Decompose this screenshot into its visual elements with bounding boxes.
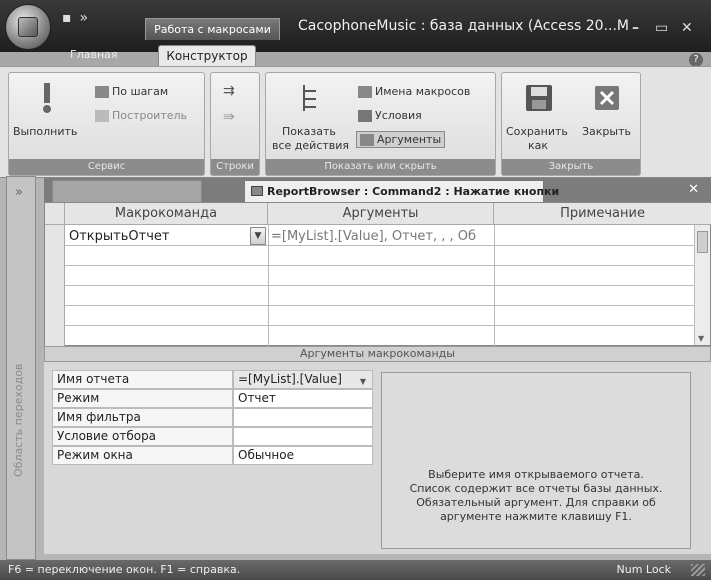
- customize-qat-icon[interactable]: »: [79, 10, 89, 26]
- delete-rows-icon[interactable]: ⇛: [223, 109, 235, 125]
- view-field[interactable]: Отчет: [233, 389, 373, 408]
- argument-label: Режим: [52, 389, 233, 408]
- argument-label: Имя отчета: [52, 370, 233, 389]
- expand-nav-icon[interactable]: »: [15, 185, 23, 200]
- conditions-button[interactable]: Условия: [358, 109, 422, 122]
- argument-help-text: Выберите имя открываемого отчета. Список содержит все отчеты базы данных. Обязательный аргумент. Для справки об аргументе нажмите клавишу F1.: [409, 467, 663, 523]
- builder-button[interactable]: Построитель: [95, 109, 187, 122]
- document-tabs: [44, 178, 711, 202]
- column-header-arguments: Аргументы: [268, 203, 494, 225]
- grid-col-divider: [494, 225, 495, 347]
- save-as-line2[interactable]: как: [528, 139, 549, 152]
- minimize-button[interactable]: –: [632, 20, 639, 36]
- report-name-field[interactable]: =[MyList].[Value] ▼: [233, 370, 373, 389]
- arguments-button[interactable]: Аргументы: [356, 131, 445, 148]
- action-cell[interactable]: ОткрытьОтчет: [69, 229, 170, 244]
- argument-label: Режим окна: [52, 446, 233, 465]
- scrollbar-thumb[interactable]: [697, 231, 708, 253]
- window-title: CacophoneMusic : база данных (Access 20...M: [298, 18, 630, 34]
- show-all-actions-line1[interactable]: Показать: [282, 125, 336, 138]
- arguments-cell[interactable]: =[MyList].[Value], Отчет, , , Об: [271, 229, 477, 244]
- argument-row-where-condition: [52, 427, 374, 446]
- quick-access-toolbar: [62, 10, 88, 26]
- group-close: [501, 72, 641, 176]
- argument-row-report-name: [52, 370, 374, 389]
- argument-row-window-mode: [52, 446, 374, 465]
- arguments-icon: [360, 134, 374, 146]
- tab-design[interactable]: Конструктор: [158, 45, 256, 67]
- grid-vertical-scrollbar[interactable]: [694, 225, 710, 345]
- filter-name-field[interactable]: [233, 408, 373, 427]
- grid-row-divider: [65, 285, 695, 286]
- group-rows-label: Строки: [211, 159, 259, 175]
- save-as-line1[interactable]: Сохранить: [506, 125, 568, 138]
- scroll-down-icon[interactable]: ▼: [698, 334, 705, 343]
- action-arguments-table: [52, 370, 374, 465]
- show-all-actions-line2[interactable]: все действия: [272, 139, 350, 152]
- group-show-hide-label: Показать или скрыть: [266, 159, 495, 175]
- ribbon: [0, 66, 711, 178]
- macro-names-icon: [358, 86, 372, 98]
- window-mode-field[interactable]: Обычное: [233, 446, 373, 465]
- office-button[interactable]: [5, 4, 51, 50]
- argument-help-panel: [381, 372, 691, 549]
- office-logo-icon: [18, 17, 38, 37]
- group-service: [8, 72, 205, 176]
- where-condition-field[interactable]: [233, 427, 373, 446]
- builder-icon: [95, 110, 109, 122]
- row-selector-column[interactable]: [45, 225, 65, 347]
- report-name-dropdown-icon[interactable]: ▼: [359, 377, 367, 386]
- close-button[interactable]: ✕: [681, 20, 693, 36]
- step-icon: [95, 86, 109, 98]
- column-header-comment: Примечание: [494, 203, 711, 225]
- grid-col-divider: [268, 225, 269, 347]
- run-button[interactable]: Выполнить: [13, 125, 78, 138]
- close-macro-button[interactable]: Закрыть: [582, 125, 631, 138]
- grid-row-divider: [65, 265, 695, 266]
- macro-icon: [251, 186, 263, 196]
- group-rows: [210, 72, 260, 176]
- tab-home[interactable]: Главная: [70, 48, 118, 61]
- num-lock-indicator: Num Lock: [616, 563, 671, 576]
- status-hint: F6 = переключение окон. F1 = справка.: [8, 563, 241, 576]
- action-arguments-title: Аргументы макрокоманды: [44, 346, 711, 362]
- grid-row-divider: [65, 245, 695, 246]
- column-header-action: Макрокоманда: [65, 203, 268, 225]
- argument-label: Условие отбора: [52, 427, 233, 446]
- macro-grid: [44, 202, 711, 346]
- save-icon[interactable]: ▪: [62, 10, 72, 26]
- macro-tools-context-tab: Работа с макросами: [145, 18, 280, 40]
- group-show-hide: [265, 72, 496, 176]
- argument-row-view: [52, 389, 374, 408]
- status-bar: [0, 560, 711, 580]
- macro-names-button[interactable]: Имена макросов: [358, 85, 470, 98]
- action-dropdown-icon[interactable]: ▼: [250, 227, 266, 245]
- resize-grip-icon[interactable]: [691, 564, 705, 576]
- argument-label: Имя фильтра: [52, 408, 233, 427]
- save-as-icon: [524, 83, 554, 113]
- document-close-icon[interactable]: ✕: [688, 182, 699, 197]
- navigation-pane[interactable]: [6, 176, 36, 560]
- show-all-actions-icon: [300, 83, 322, 113]
- run-icon: [37, 81, 57, 115]
- grid-row-divider: [65, 325, 695, 326]
- grid-corner: [45, 203, 65, 225]
- active-document-tab[interactable]: ReportBrowser : Command2 : Нажатие кнопки: [244, 180, 544, 202]
- restore-button[interactable]: ▭: [655, 20, 669, 36]
- inactive-document-tab[interactable]: [52, 180, 202, 202]
- insert-rows-icon[interactable]: ⇉: [223, 83, 235, 99]
- group-service-label: Сервис: [9, 159, 204, 175]
- conditions-icon: [358, 110, 372, 122]
- group-close-label: Закрыть: [502, 159, 640, 175]
- close-macro-icon: [594, 85, 620, 111]
- argument-row-filter-name: [52, 408, 374, 427]
- navigation-pane-label: Область переходов: [12, 363, 25, 477]
- step-button[interactable]: По шагам: [95, 85, 168, 98]
- grid-row-divider: [65, 305, 695, 306]
- help-icon[interactable]: ?: [689, 53, 703, 67]
